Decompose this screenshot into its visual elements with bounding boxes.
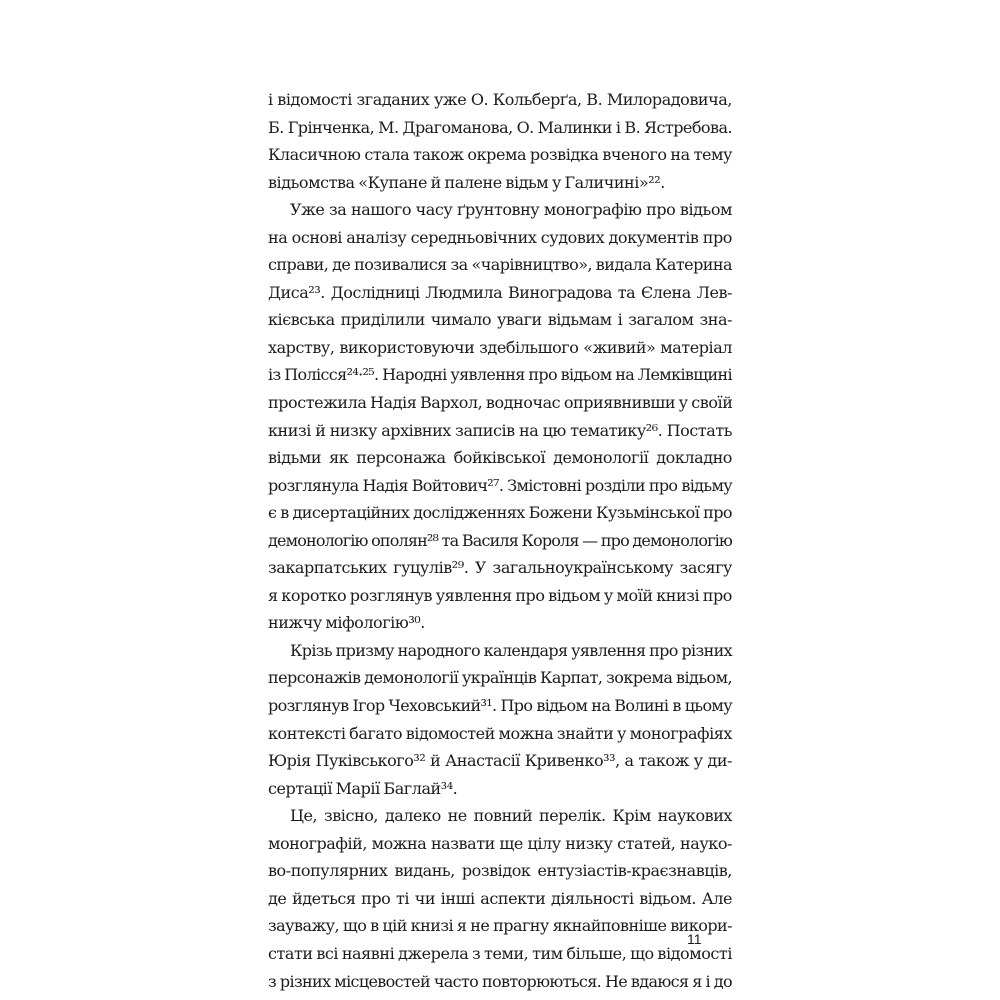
text-line: з різних місцевостей часто повторюються. Не вдаюся я і до xyxy=(268,971,732,991)
text-line: Це, звісно, далеко не повний перелік. Крім наукових xyxy=(290,806,732,826)
text-line: відьми як персонажа бойківської демонології докладно xyxy=(268,448,732,468)
text-line: контексті багато відомостей можна знайти у монографіях xyxy=(268,723,732,743)
text-line: закарпатських гуцулів²⁹. У загальноукраїнському засягу xyxy=(268,558,732,578)
text-line: демонологію ополян²⁸ та Василя Короля — про демонологію xyxy=(268,530,732,550)
text-line: простежила Надія Вархол, водночас оприявнивши у своїй xyxy=(268,393,733,413)
text-line: Диса²³. Дослідниці Людмила Виноградова та Єлена Лев- xyxy=(268,282,732,302)
text-line: харству, використовуючи здебільшого «живий» матеріал xyxy=(268,337,732,357)
text-line: я коротко розглянув уявлення про відьом у моїй книзі про xyxy=(268,585,732,605)
text-line: є в дисертаційних дослідженнях Божени Кузьмінської про xyxy=(268,503,732,523)
text-line: нижчу міфологію³⁰. xyxy=(268,613,425,633)
text-line: де йдеться про ті чи інші аспекти діяльності відьом. Але xyxy=(268,888,732,908)
text-line: стати всі наявні джерела з теми, тим більше, що відомості xyxy=(268,943,732,963)
text-line: і відомості згаданих уже О. Кольберґа, В. Милорадовича, xyxy=(268,90,732,109)
text-line: розглянув Ігор Чеховський³¹. Про відьом на Волині в цьому xyxy=(268,696,732,716)
body-text xyxy=(268,86,732,995)
text-line: розглянула Надія Войтович²⁷. Змістовні розділи про відьму xyxy=(268,475,732,495)
text-line: Юрія Пуківського³² й Анастасії Кривенко³³, а також у ди- xyxy=(268,751,732,771)
text-line: відьомства «Купане й палене відьм у Галичині»²². xyxy=(268,172,665,192)
text-line: зауважу, що в цій книзі я не прагну якнайповніше викори- xyxy=(268,916,732,936)
text-line: монографій, можна назвати ще цілу низку статей, науко- xyxy=(268,833,732,853)
text-line: Уже за нашого часу ґрунтовну монографію про відьом xyxy=(290,200,732,220)
text-line: із Полісся²⁴·²⁵. Народні уявлення про відьом на Лемківщині xyxy=(268,365,732,385)
text-line: кієвська приділили чимало уваги відьмам і загалом зна- xyxy=(268,310,732,330)
text-line: на основі аналізу середньовічних судових документів про xyxy=(268,227,732,247)
text-line: Крізь призму народного календаря уявлення про різних xyxy=(290,640,732,660)
text-line: Б. Грінченка, М. Драгоманова, О. Малинки і В. Ястребова. xyxy=(268,117,732,137)
text-line: Класичною стала також окрема розвідка вченого на тему xyxy=(268,145,732,165)
text-line: персонажів демонології українців Карпат, зокрема відьом, xyxy=(268,668,732,688)
text-line: справи, де позивалися за «чарівництво», видала Катерина xyxy=(268,255,732,275)
page-number: 11 xyxy=(687,931,702,947)
text-line: сертації Марії Баглай³⁴. xyxy=(268,778,458,798)
text-line: книзі й низку архівних записів на цю тематику²⁶. Постать xyxy=(268,420,732,440)
text-line: во-популярних видань, розвідок ентузіастів-краєзнавців, xyxy=(268,861,732,881)
